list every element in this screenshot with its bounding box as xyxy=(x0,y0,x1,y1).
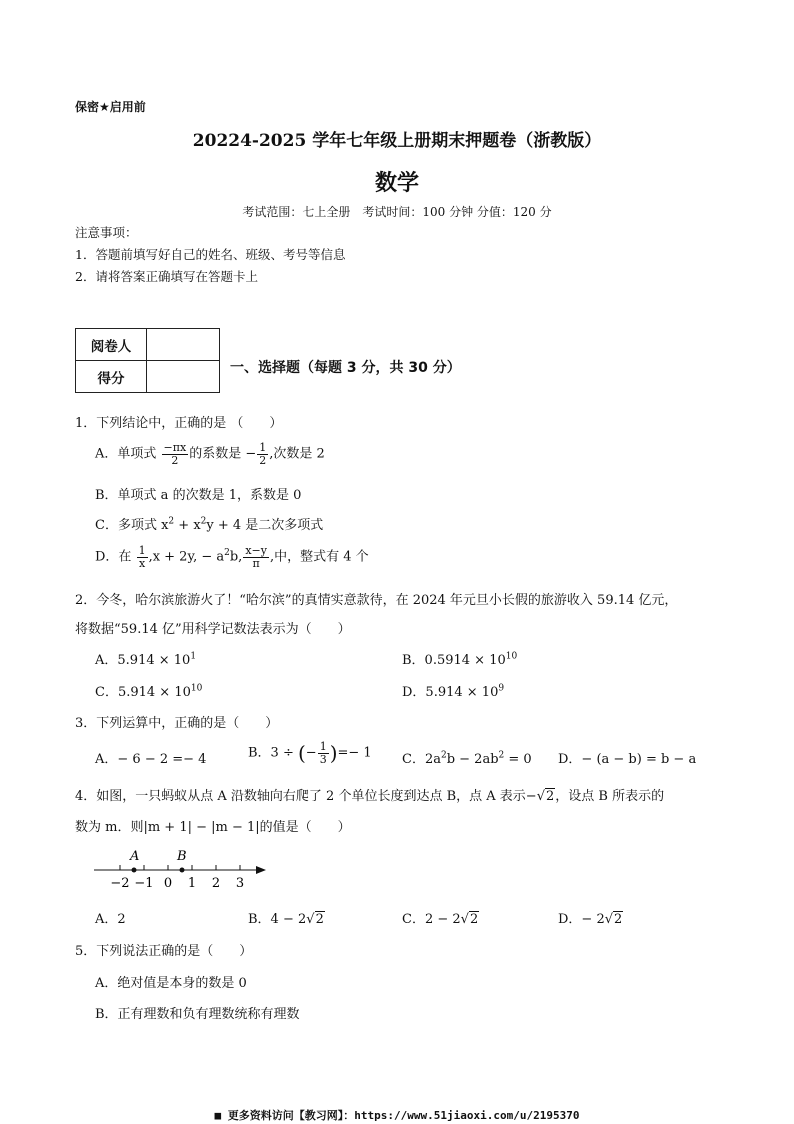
option-text: y + 4 是二次多项式 xyxy=(206,518,324,533)
question-2-line-1: 2．今冬，哈尔滨旅游火了！“哈尔滨”的真情实意款待，在 2024 年元旦小长假的旅游收入 59.14 亿元， xyxy=(75,593,678,608)
score-table xyxy=(75,328,220,393)
square-root: √2 xyxy=(460,912,479,927)
option-text: ,x + 2y, − a xyxy=(148,549,225,565)
question-1-option-d xyxy=(95,545,369,569)
question-2-line-2: 将数据“59.14 亿”用科学记数法表示为（ ） xyxy=(75,622,351,637)
radicand: 2 xyxy=(315,912,324,927)
arrow-head-icon xyxy=(256,866,266,874)
question-1-option-c xyxy=(95,514,323,533)
question-1-option-b: B．单项式 a 的次数是 1，系数是 0 xyxy=(95,488,302,503)
square-root: √2 xyxy=(604,912,623,927)
option-text: C．5.914 × 10 xyxy=(95,685,191,700)
option-text: A．5.914 × 10 xyxy=(95,653,191,668)
exponent: 2 xyxy=(168,516,175,527)
fraction-numerator: x−y xyxy=(245,544,267,557)
option-text: D．5.914 × 10 xyxy=(402,685,499,700)
fraction xyxy=(162,442,189,466)
question-2-option-d xyxy=(402,681,504,700)
question-3-option-c xyxy=(402,748,532,767)
exponent: 10 xyxy=(190,683,203,694)
option-text: = 0 xyxy=(504,752,532,767)
fraction-numerator: 1 xyxy=(138,544,146,557)
tick-label: −2 xyxy=(110,876,130,891)
tick-label: 2 xyxy=(211,876,221,891)
radicand: 2 xyxy=(614,912,623,927)
radicand: 2 xyxy=(546,789,555,804)
option-text: ,中，整式有 4 个 xyxy=(269,549,369,565)
question-1-option-a xyxy=(95,442,325,466)
reviewer-label: 阅卷人 xyxy=(76,329,147,361)
question-5-option-b: B．正有理数和负有理数统称有理数 xyxy=(95,1007,300,1022)
fraction-denominator: 2 xyxy=(171,453,179,467)
exam-info: 考试范围：七上全册 考试时间：100 分钟 分值：120 分 xyxy=(242,205,552,219)
question-2-option-c xyxy=(95,681,202,700)
exponent: 2 xyxy=(200,516,207,527)
option-text: b − 2ab xyxy=(446,752,499,767)
question-4-line-2: 数为 m．则|m + 1| − |m − 1|的值是（ ） xyxy=(75,820,351,835)
option-text: A．单项式 xyxy=(95,446,161,462)
question-3-stem: 3．下列运算中，正确的是（ ） xyxy=(75,716,279,731)
fraction xyxy=(243,545,269,569)
fraction-denominator: x xyxy=(138,556,146,570)
confidential-label: 保密★启用前 xyxy=(75,100,146,114)
option-text: B．4 − 2 xyxy=(248,912,307,927)
option-text: C．2 − 2 xyxy=(402,912,461,927)
point-a-label: A xyxy=(130,849,140,864)
option-text: B．0.5914 × 10 xyxy=(402,653,506,668)
option-text: D．− 2 xyxy=(558,912,605,927)
fraction-denominator: 3 xyxy=(319,752,327,766)
question-text: 4．如图，一只蚂蚁从点 A 沿数轴向右爬了 2 个单位长度到达点 B，点 A 表示− xyxy=(75,789,537,804)
tick-label: 0 xyxy=(163,876,173,891)
square-root: √2 xyxy=(536,789,555,804)
option-text: B．3 ÷ xyxy=(248,745,298,761)
question-4-option-c xyxy=(402,908,479,927)
point-b-dot xyxy=(180,868,185,873)
question-4-option-a: A．2 xyxy=(95,912,126,927)
question-3-option-d: D．− (a − b) = b − a xyxy=(558,752,697,767)
fraction-numerator: 1 xyxy=(259,441,267,454)
exponent: 10 xyxy=(505,651,518,662)
option-text: C．2a xyxy=(402,752,441,767)
question-2-option-a xyxy=(95,649,196,668)
option-text: − xyxy=(305,745,317,761)
fraction xyxy=(318,741,329,765)
fraction-denominator: 2 xyxy=(259,453,267,467)
option-text: 的系数是 − xyxy=(189,446,257,462)
notes-heading: 注意事项： xyxy=(75,225,138,240)
tick-label: −1 xyxy=(134,876,154,891)
exponent: 2 xyxy=(498,750,505,761)
note-item: 2．请将答案正确填写在答题卡上 xyxy=(75,269,258,284)
question-3-option-b xyxy=(248,741,372,765)
number-line-figure xyxy=(88,842,273,892)
exponent: 2 xyxy=(440,750,447,761)
question-text: ，设点 B 所表示的 xyxy=(555,789,665,804)
fraction-numerator: −πx xyxy=(163,441,187,454)
exponent: 9 xyxy=(498,683,505,694)
notes-block xyxy=(75,222,345,288)
exam-title: 20224-2025 学年七年级上册期末押题卷（浙教版） xyxy=(192,131,602,151)
section-title: 一、选择题（每题 3 分，共 30 分） xyxy=(230,360,461,376)
option-text: b, xyxy=(229,549,243,565)
question-2-option-b xyxy=(402,649,517,668)
point-a-dot xyxy=(132,868,137,873)
option-text: =− 1 xyxy=(337,745,372,761)
question-3-option-a: A．− 6 − 2 =− 4 xyxy=(95,752,207,767)
square-root: √2 xyxy=(306,912,324,927)
left-paren: ( xyxy=(297,741,306,766)
footer-link[interactable]: ■ 更多资料访问【教习网】：https://www.51jiaoxi.com/u/2195370 xyxy=(214,1109,580,1122)
question-4-option-b xyxy=(248,908,325,927)
fraction-denominator: π xyxy=(252,556,260,570)
exponent: 1 xyxy=(190,651,197,662)
score-label: 得分 xyxy=(76,361,147,393)
question-4-option-d xyxy=(558,908,623,927)
reviewer-field[interactable] xyxy=(147,329,220,361)
option-text: D．在 xyxy=(95,549,136,565)
fraction-numerator: 1 xyxy=(319,740,327,753)
option-text: + x xyxy=(174,518,201,533)
question-5-stem: 5．下列说法正确的是（ ） xyxy=(75,944,253,959)
question-5-option-a: A．绝对值是本身的数是 0 xyxy=(95,976,247,991)
question-4-line-1 xyxy=(75,785,664,804)
option-text: C．多项式 x xyxy=(95,518,169,533)
option-text: ,次数是 2 xyxy=(269,446,325,462)
question-1-stem: 1．下列结论中，正确的是 （ ） xyxy=(75,416,283,431)
subject-title: 数学 xyxy=(374,170,419,196)
fraction xyxy=(257,442,268,466)
exponent: 2 xyxy=(224,548,230,559)
tick-label: 1 xyxy=(187,876,197,891)
note-item: 1．答题前填写好自己的姓名、班级、考号等信息 xyxy=(75,247,346,262)
score-field[interactable] xyxy=(147,361,220,393)
radicand: 2 xyxy=(469,912,479,927)
fraction xyxy=(137,545,148,569)
point-b-label: B xyxy=(177,849,187,864)
right-paren: ) xyxy=(329,741,338,766)
tick-label: 3 xyxy=(235,876,245,891)
